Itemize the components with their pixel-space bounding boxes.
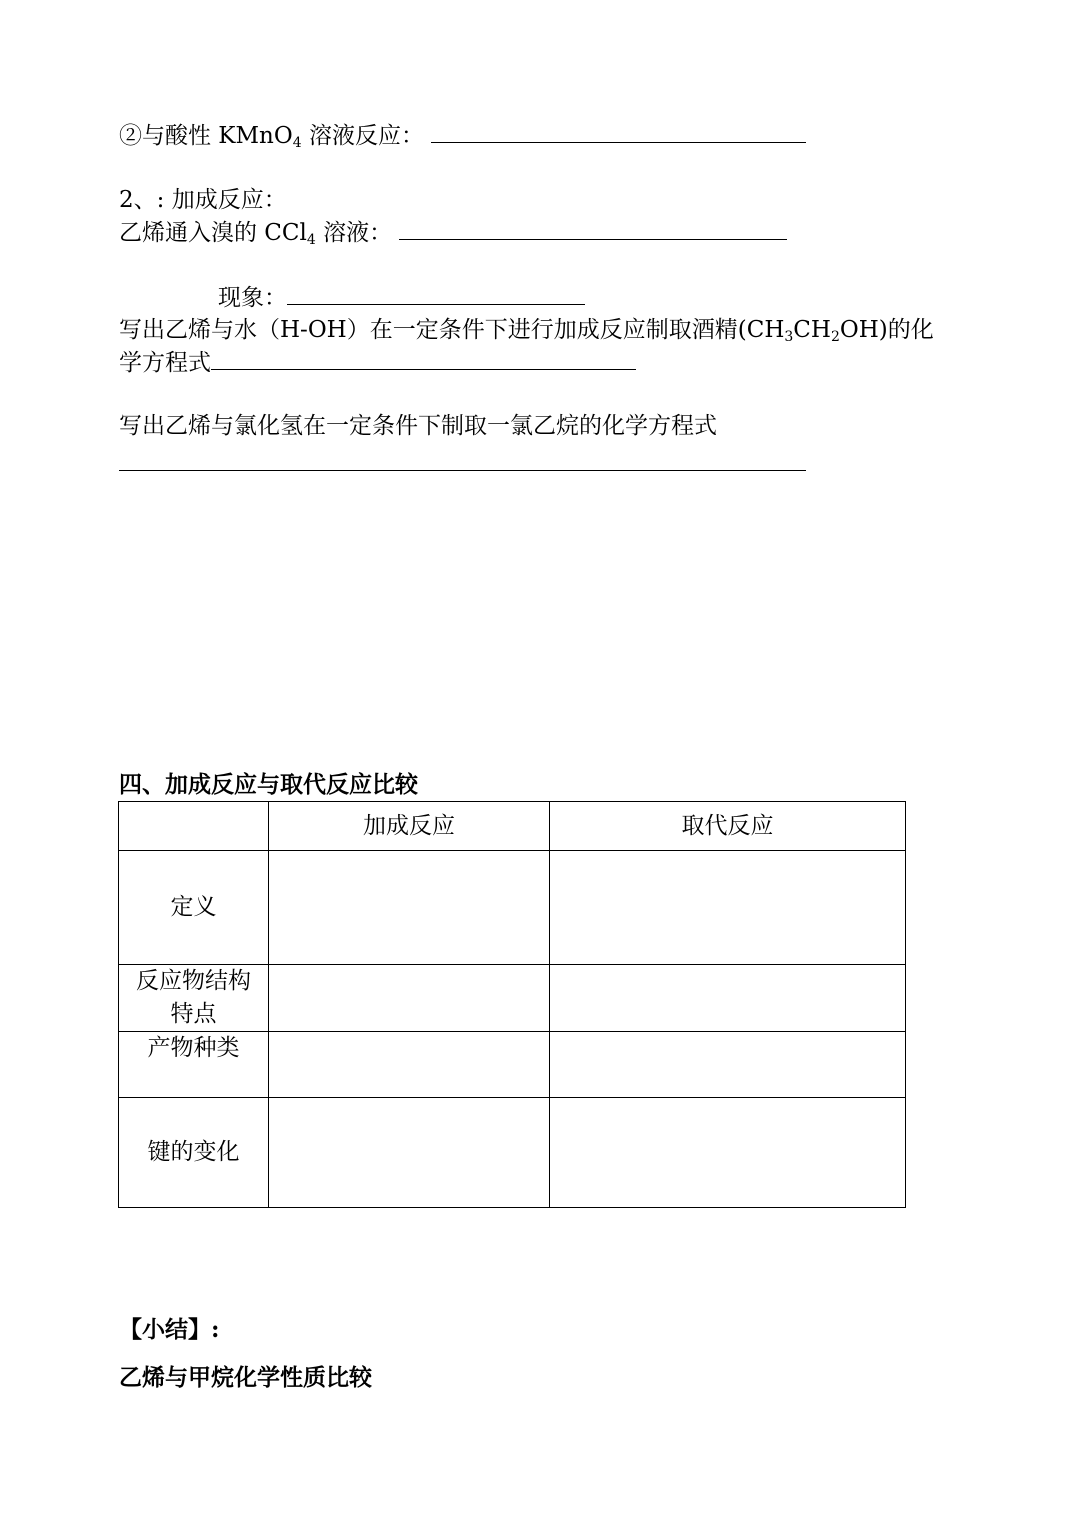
row-label-reactant — [119, 965, 269, 1032]
phenomenon-label: 现象： — [218, 285, 287, 311]
section4-title: 四、加成反应与取代反应比较 — [119, 771, 418, 798]
table-header-substitution: 取代反应 — [550, 802, 906, 851]
water-question-line2 — [119, 347, 636, 378]
table-header-row — [119, 802, 906, 851]
table-header-addition: 加成反应 — [269, 802, 550, 851]
section2-heading: 2、: 加成反应： — [119, 187, 287, 213]
kmno4-answer-blank[interactable] — [431, 120, 806, 143]
table-row-product — [119, 1032, 906, 1098]
bromine-question-suffix: 溶液： — [315, 220, 393, 246]
cell-addition-product[interactable] — [269, 1032, 550, 1098]
bromine-question-prefix: 乙烯通入溴的 CCl — [119, 220, 307, 246]
row-label-bond-text: 键的变化 — [147, 1139, 240, 1165]
bromine-question — [119, 217, 787, 248]
summary-subtitle: 乙烯与甲烷化学性质比较 — [119, 1364, 372, 1391]
kmno4-question-suffix: 溶液反应： — [301, 123, 424, 149]
water-answer-blank[interactable] — [211, 347, 636, 370]
comparison-table — [118, 801, 906, 1208]
cell-substitution-reactant[interactable] — [550, 965, 906, 1032]
table-row-reactant — [119, 965, 906, 1032]
bromine-answer-blank[interactable] — [399, 217, 787, 240]
cell-addition-bond[interactable] — [269, 1098, 550, 1208]
table-header-empty — [119, 802, 269, 851]
row-label-bond — [119, 1098, 269, 1208]
ch3-subscript: 3 — [784, 329, 794, 345]
cell-substitution-product[interactable] — [550, 1032, 906, 1098]
kmno4-subscript: 4 — [292, 135, 302, 151]
row-label-product — [119, 1032, 269, 1098]
hcl-question: 写出乙烯与氯化氢在一定条件下制取一氯乙烷的化学方程式 — [119, 413, 717, 439]
water-text-b: CH — [793, 317, 831, 343]
cell-addition-reactant[interactable] — [269, 965, 550, 1032]
table-row-bond — [119, 1098, 906, 1208]
kmno4-question-prefix: ②与酸性 KMnO — [119, 123, 293, 149]
water-question-line1 — [119, 315, 934, 345]
water-text-line2: 学方程式 — [119, 350, 211, 376]
ccl4-subscript: 4 — [306, 232, 316, 248]
row-label-reactant-line1: 反应物结构 — [136, 968, 251, 994]
cell-substitution-bond[interactable] — [550, 1098, 906, 1208]
water-text-a: 写出乙烯与水（H-OH）在一定条件下进行加成反应制取酒精(CH — [119, 317, 785, 343]
water-text-c: OH)的化 — [839, 317, 934, 343]
hcl-answer-blank[interactable] — [119, 470, 806, 471]
row-label-definition-text: 定义 — [170, 894, 217, 920]
table-row-definition — [119, 851, 906, 965]
phenomenon-answer-blank[interactable] — [287, 282, 585, 305]
row-label-reactant-line2: 特点 — [170, 1001, 217, 1027]
phenomenon-question — [218, 282, 585, 313]
kmno4-question — [119, 120, 806, 151]
summary-title: 【小结】: — [119, 1316, 220, 1343]
cell-substitution-definition[interactable] — [550, 851, 906, 965]
ch2-subscript: 2 — [830, 329, 840, 345]
cell-addition-definition[interactable] — [269, 851, 550, 965]
row-label-product-text: 产物种类 — [147, 1035, 240, 1061]
row-label-definition — [119, 851, 269, 965]
